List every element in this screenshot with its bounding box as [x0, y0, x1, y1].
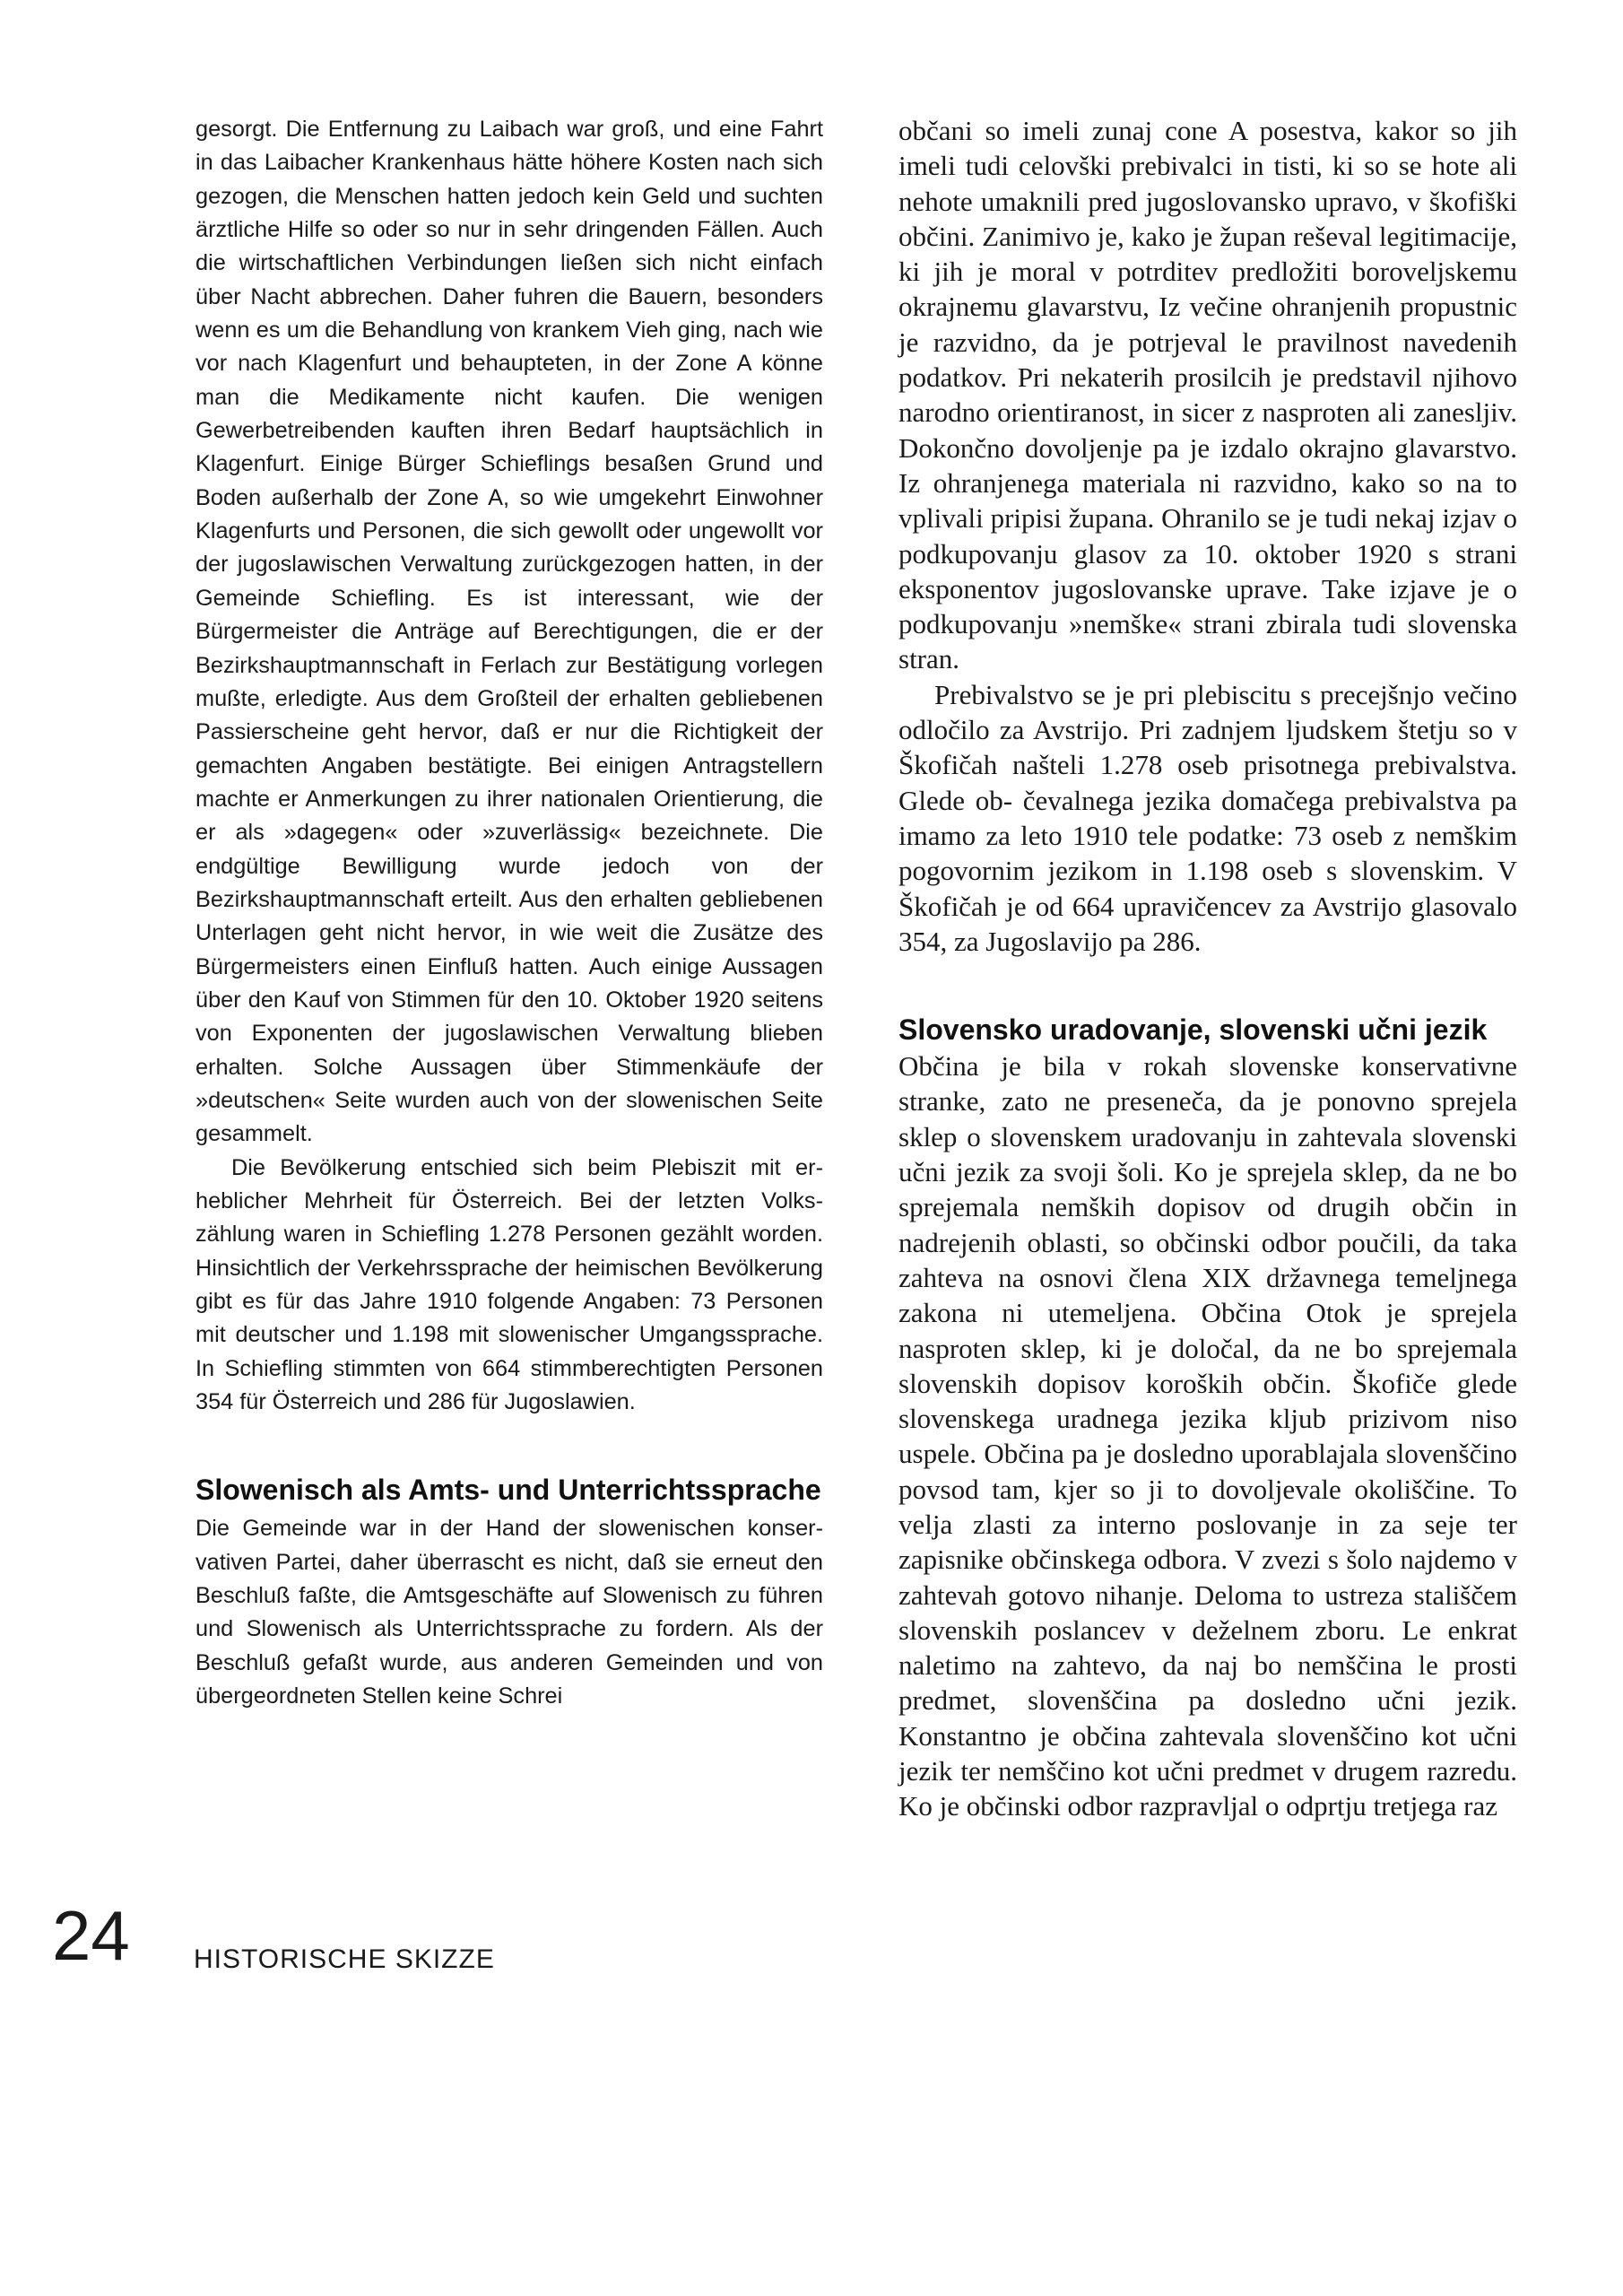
german-paragraph-1: gesorgt. Die Entfernung zu Laibach war groß, und eine Fahrt in das Laibacher Krankenhaus hätte höhere Kosten nach sich gezogen, die Menschen hatten jedoch kein Geld und suchten ärztliche Hilfe so oder so nur in sehr dringenden Fällen. Auch die wirtschaftlichen Verbindungen ließen sich nicht einfach über Nacht abbrechen. Daher fuhren die Bauern, besonders wenn es um die Behandlung von krankem Vieh ging, nach wie vor nach Klagenfurt und behaupteten, in der Zone A könne man die Medikamente nicht kaufen. Die wenigen Gewerbetreibenden kauften ihren Bedarf hauptsächlich in Klagenfurt. Einige Bürger Schieflings besaßen Grund und Boden außerhalb der Zone A, so wie umgekehrt Einwohner Klagenfurts und Personen, die sich gewollt oder ungewollt vor der jugoslawischen Verwaltung zurückgezogen hatten, in der Gemeinde Schiefling. Es ist interessant, wie der Bürgermeister die Anträge auf Berechtigungen, die er der Bezirkshauptmannschaft in Ferlach zur Bestätigung vorlegen mußte, erledigte. Aus dem Großteil der erhalten gebliebenen Passierscheine geht hervor, daß er nur die Richtigkeit der gemachten Angaben bestätigte. Bei einigen Antragstellern machte er Anmerkungen zu ihrer nationalen Orientierung, die er als »dagegen« oder »zuverlässig« bezeichnete. Die endgültige Bewilligung wurde jedoch von der Bezirkshauptmannschaft erteilt. Aus den erhalten gebliebenen Unterlagen geht nicht hervor, in wie weit die Zusätze des Bürgermeisters einen Einfluß hatten. Auch einige Aussagen über den Kauf von Stimmen für den 10. Oktober 1920 seitens von Exponenten der jugoslawischen Verwaltung blieben erhalten. Solche Aussagen über Stimmenkäufe der »deutschen« Seite wurden auch von der slowenischen Seite gesammelt. [195, 117, 823, 1147]
german-section-heading: Slowenisch als Amts- und Unterrichtssprache [195, 1474, 821, 1507]
slovenian-paragraph-3: Občina je bila v rokah slovenske konservativne stranke, zato ne preseneča, da je ponovno sprejela sklep o slovenskem uradovanju in zahtevala slovenski učni jezik za svoji šoli. Ko je sprejela sklep, da ne bo sprejemala nemških dopisov od drugih občin in nadrejenih oblasti, so občinski odbor poučili, da taka zahteva na osnovi člena XIX državnega temeljnega zakona ni utemeljena. Občina Otok je sprejela nasproten sklep, ki je določal, da ne bo sprejemala slovenskih dopisov koroških občin. Škofiče glede slovenskega uradnega jezika kljub prizivom niso uspele. Občina pa je dosledno uporablajala slovenščino povsod tam, kjer so ji to dovoljevale okoliščine. To velja zlasti za interno poslovanje in za seje ter zapisnike občinskega odbora. V zvezi s šolo najdemo v zahtevah gotovo nihanje. Deloma to ustreza stališčem slovenskih poslancev v deželnem zboru. Le enkrat naletimo na zahtevo, da naj bo nemščina le prosti predmet, slovenščina pa dosledno učni jezik. Konstantno je občina zahtevala slovenščino kot učni jezik ter nemščino kot učni predmet v drugem razredu. Ko je občinski odbor razpravljal o odprtju tretjega raz [898, 1050, 1517, 1822]
slovenian-paragraph-2: Prebivalstvo se je pri plebiscitu s precejšnjo večino odločilo za Avstrijo. Pri zadnjem ljudskem štetju so v Škofičah našteli 1.278 oseb prisotnega prebivalstva. Glede ob- čevalnega jezika domačega prebivalstva pa imamo za leto 1910 tele podatke: 73 oseb z nemškim pogovornim jezikom in 1.198 oseb s slovenskim. V Škofičah je od 664 upravičencev za Avstrijo glasovalo 354, za Jugoslavijo pa 286. [898, 678, 1517, 957]
slovenian-column [898, 113, 1517, 1824]
german-column [195, 113, 823, 1713]
running-head: HISTORISCHE SKIZZE [194, 1944, 495, 1974]
german-paragraph-2: Die Bevölkerung entschied sich beim Plebiszit mit erheblicher Mehrheit für Österreich. Bei der letzten Volkszählung waren in Schiefling 1.278 Personen gezählt worden. Hinsichtlich der Verkehrssprache der heimischen Bevölkerung gibt es für das Jahre 1910 folgende Angaben: 73 Personen mit deutscher und 1.198 mit slowenischer Umgangssprache. In Schiefling stimmten von 664 stimmberechtigten Personen 354 für Österreich und 286 für Jugoslawien. [195, 1154, 823, 1415]
slovenian-section-heading: Slovensko uradovanje, slovenski učni jezik [898, 1013, 1488, 1047]
slovenian-paragraph-1: občani so imeli zunaj cone A posestva, kakor so jih imeli tudi celovški prebivalci in tisti, ki so se hote ali nehote umaknili pred jugoslovansko upravo, v škofiški občini. Zanimivo je, kako je župan reševal legitimacije, ki jih je moral v potrditev predložiti boroveljskemu okrajnemu glavarstvu, Iz večine ohranjenih propustnic je razvidno, da je potrjeval le pravilnost navedenih podatkov. Pri nekaterih prosilcih je predstavil njihovo narodno orientiranost, in sicer z nasproten ali zanesljiv. Dokončno dovoljenje pa je izdalo okrajno glavarstvo. Iz ohranjenega materiala ni razvidno, kako so na to vplivali pripisi župana. Ohranilo se je tudi nekaj izjav o podkupovanju glasov za 10. oktober 1920 s strani eksponentov jugoslovanske uprave. Take izjave je o podkupovanju »nemške« strani zbirala tudi slovenska stran. [898, 115, 1517, 675]
page-number: 24 [52, 1896, 130, 1975]
german-paragraph-3: Die Gemeinde war in der Hand der slowenischen konservativen Partei, daher überrascht es nicht, daß sie erneut den Beschluß faßte, die Amtsgeschäfte auf Slowenisch zu führen und Slowenisch als Unterrichtssprache zu fordern. Als der Beschluß gefaßt wurde, aus anderen Gemeinden und von übergeordneten Stellen keine Schrei [195, 1516, 823, 1709]
